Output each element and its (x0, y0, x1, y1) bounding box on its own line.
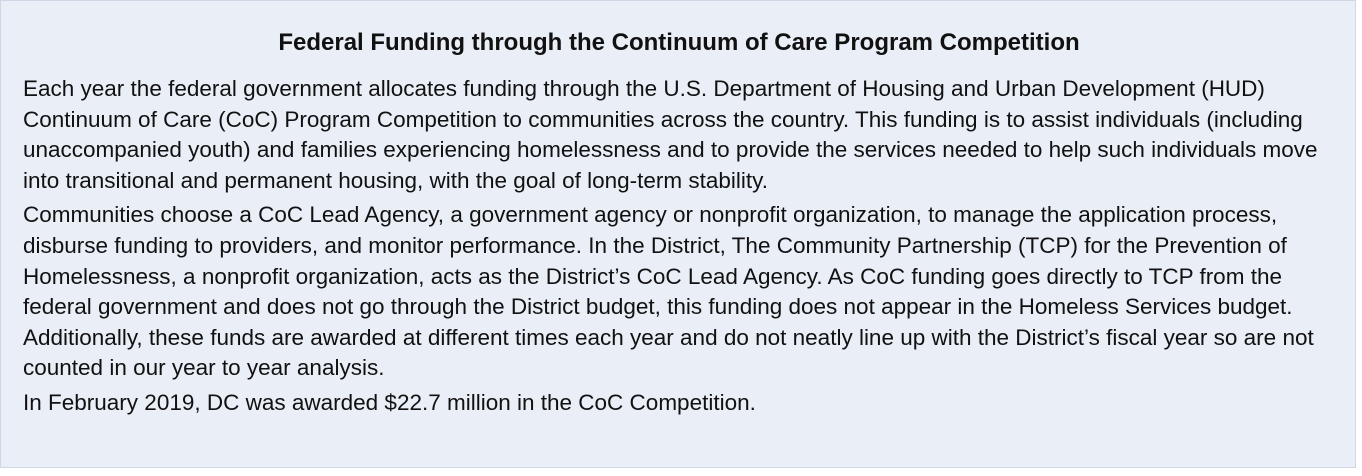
paragraph-hud-coc-overview: Each year the federal government allocates funding through the U.S. Department of Housing and Urban Development (HUD) Continuum of Care (CoC) Program Competition to communities across the country. This funding is to assist individuals (including unaccompanied youth) and families experiencing homelessness and to provide the services needed to help such individuals move into transitional and permanent housing, with the goal of long-term stability. (23, 76, 1318, 193)
box-body (23, 74, 1343, 419)
paragraph-lead-agency: Communities choose a CoC Lead Agency, a government agency or nonprofit organization, to manage the application process, disburse funding to providers, and monitor performance. In the District, The Community Partnership (TCP) for the Prevention of Homelessness, a nonprofit organization, acts as the District’s CoC Lead Agency. As CoC funding goes directly to TCP from the federal government and does not go through the District budget, this funding does not appear in the Homeless Services budget. Additionally, these funds are awarded at different times each year and do not neatly line up with the District’s fiscal year so are not counted in our year to year analysis. (23, 202, 1314, 381)
box-title: Federal Funding through the Continuum of Care Program Competition (278, 29, 1080, 56)
paragraph-award-amount: In February 2019, DC was awarded $22.7 million in the CoC Competition. (23, 389, 756, 415)
